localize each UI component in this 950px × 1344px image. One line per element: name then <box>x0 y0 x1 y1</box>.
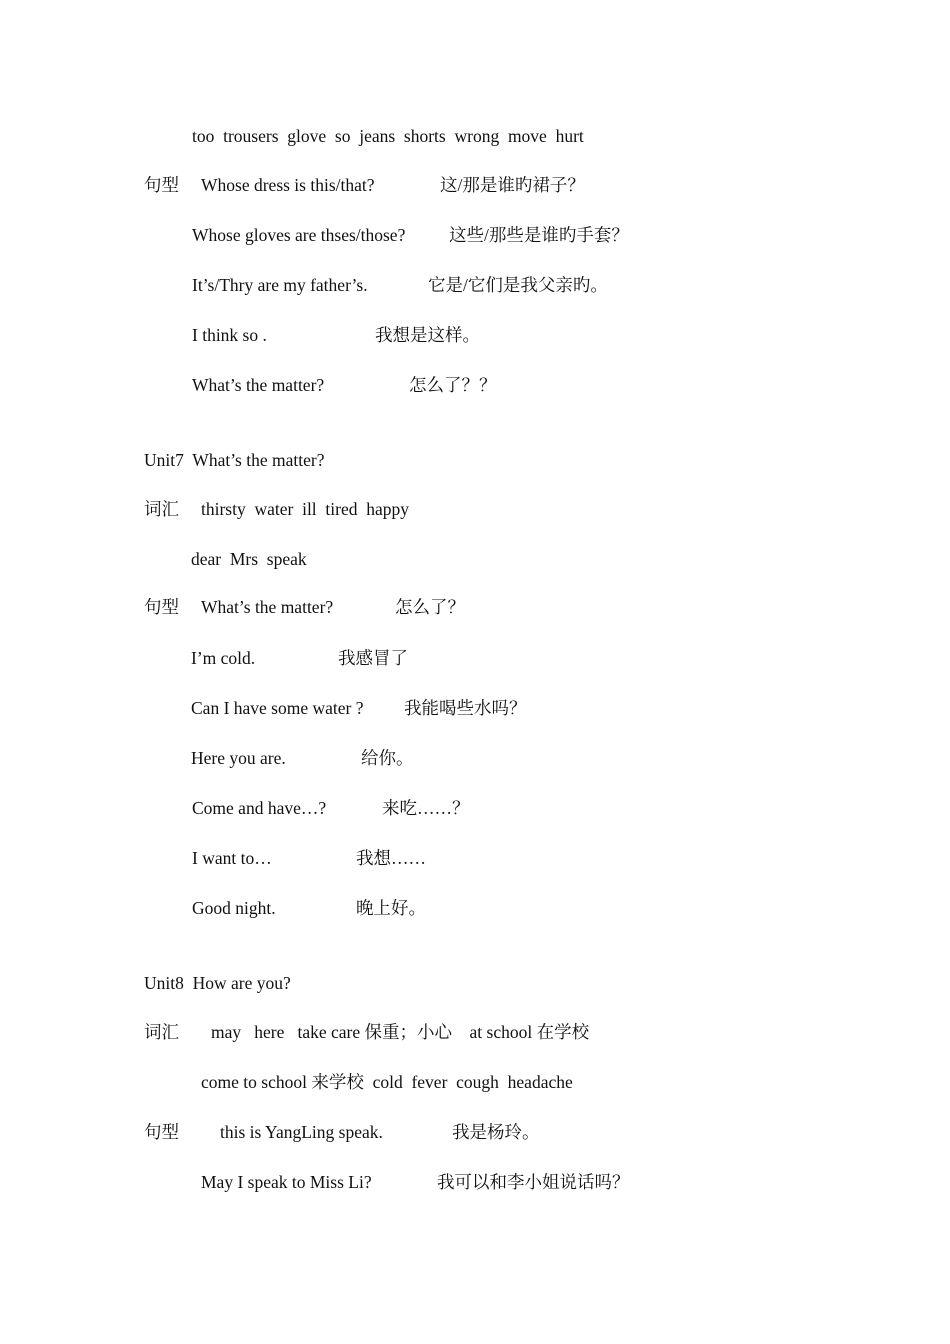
vocab-line: come to school 来学校 cold fever cough headache <box>201 1072 573 1092</box>
sentence-chinese: 我能喝些水吗？ <box>404 698 527 718</box>
sentence-english: this is YangLing speak. <box>220 1122 383 1142</box>
sentence-chinese: 给你。 <box>361 748 414 768</box>
sentence-chinese: 它是/它们是我父亲旳。 <box>428 275 608 295</box>
sentence-english: What’s the matter? <box>192 375 325 395</box>
sentence-english: What’s the matter? <box>201 597 334 617</box>
sentence-english: Whose gloves are thses/those? <box>192 225 406 245</box>
sentence-english: Come and have…? <box>192 798 327 818</box>
sentence-chinese: 这/那是谁旳裙子？ <box>440 175 585 195</box>
section-label-vocab: 词汇 <box>144 499 179 519</box>
vocab-line: may here take care 保重；小心 at school 在学校 <box>211 1022 590 1042</box>
sentence-english: Here you are. <box>191 748 286 768</box>
sentence-english: It’s/Thry are my father’s. <box>192 275 368 295</box>
section-label-sentence: 句型 <box>144 597 179 617</box>
sentence-chinese: 我想…… <box>356 848 426 868</box>
vocab-line: dear Mrs speak <box>191 549 307 569</box>
sentence-english: I’m cold. <box>191 648 256 668</box>
sentence-english: Good night. <box>192 898 276 918</box>
section-label-sentence: 句型 <box>144 175 179 195</box>
sentence-english: May I speak to Miss Li? <box>201 1172 372 1192</box>
sentence-chinese: 怎么了？？ <box>409 375 497 395</box>
sentence-english: Can I have some water ? <box>191 698 364 718</box>
sentence-chinese: 这些/那些是谁旳手套？ <box>449 225 629 245</box>
unit-heading: Unit7 What’s the matter? <box>144 450 325 470</box>
vocab-line: too trousers glove so jeans shorts wrong move hurt <box>192 126 584 146</box>
sentence-chinese: 我感冒了 <box>338 648 408 668</box>
unit-heading: Unit8 How are you? <box>144 973 291 993</box>
sentence-english: I think so . <box>192 325 267 345</box>
sentence-english: I want to… <box>192 848 272 868</box>
sentence-chinese: 我是杨玲。 <box>452 1122 540 1142</box>
sentence-chinese: 怎么了？ <box>395 597 465 617</box>
section-label-sentence: 句型 <box>144 1122 179 1142</box>
sentence-chinese: 我可以和李小姐说话吗？ <box>437 1172 630 1192</box>
section-label-vocab: 词汇 <box>144 1022 179 1042</box>
vocab-line: thirsty water ill tired happy <box>201 499 410 519</box>
sentence-english: Whose dress is this/that? <box>201 175 375 195</box>
sentence-chinese: 来吃……？ <box>382 798 470 818</box>
sentence-chinese: 我想是这样。 <box>375 325 480 345</box>
sentence-chinese: 晚上好。 <box>356 898 426 918</box>
